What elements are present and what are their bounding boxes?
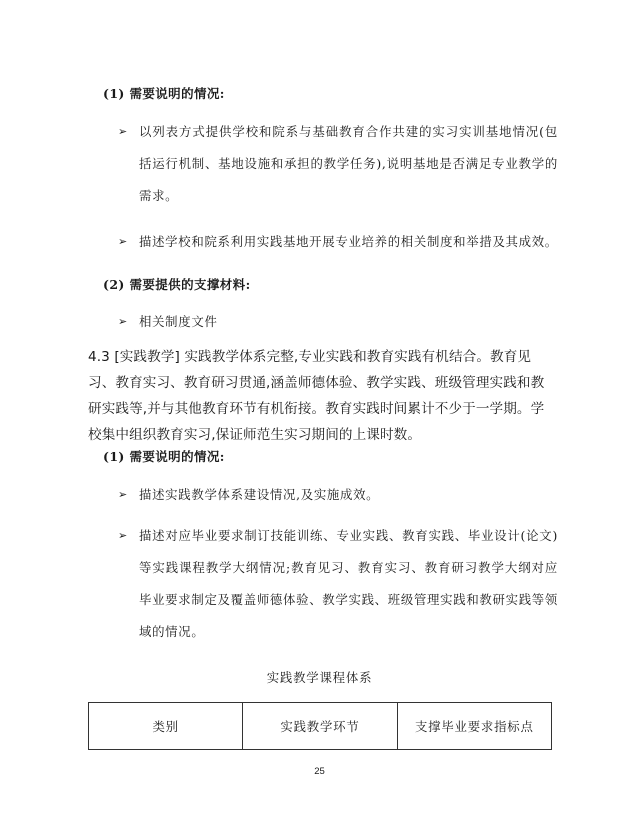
list-item-text: 相关制度文件 — [139, 314, 218, 329]
list-item-text: 描述学校和院系利用实践基地开展专业培养的相关制度和举措及其成效。 — [139, 234, 558, 249]
block2-heading: (2) 需要提供的支撑材料: — [103, 277, 251, 292]
block1-heading: (1) 需要说明的情况: — [103, 86, 225, 101]
column-header-indicator: 支撑毕业要求指标点 — [397, 703, 551, 750]
list-item-text: 以列表方式提供学校和院系与基础教育合作共建的实习实训基地情况(包括运行机制、基地设施和承担的教学任务),说明基地是否满足专业教学的需求。 — [139, 124, 558, 203]
block3-heading: (1) 需要说明的情况: — [103, 449, 225, 464]
list-item-text: 描述对应毕业要求制订技能训练、专业实践、教育实践、毕业设计(论文)等实践课程教学大纲情况;教育见习、教育实习、教育研习教学大纲对应毕业要求制定及覆盖师德体验、教学实践、班级管理实践和教研实践等领域的情况。 — [139, 528, 558, 639]
practice-course-table — [88, 702, 552, 750]
section-4-3-paragraph: 4.3 [实践教学] 实践教学体系完整,专业实践和教育实践有机结合。教育见习、教育实习、教育研习贯通,涵盖师德体验、教学实践、班级管理实践和教研实践等,并与其他教育环节有机衔接。教育实践时间累计不少于一学期。学校集中组织教育实习,保证师范生实习期间的上课时数。 — [88, 349, 545, 443]
arrowhead-bullet-icon: ➢ — [118, 125, 128, 138]
arrowhead-bullet-icon: ➢ — [118, 315, 128, 328]
list-item-text: 描述实践教学体系建设情况,及实施成效。 — [139, 487, 380, 502]
arrowhead-bullet-icon: ➢ — [118, 529, 128, 542]
column-header-practice-stage: 实践教学环节 — [243, 703, 397, 750]
list-item — [118, 226, 558, 258]
list-item — [118, 520, 558, 648]
list-item — [118, 116, 558, 212]
list-item — [118, 479, 558, 511]
list-item — [118, 306, 558, 338]
page-number: 25 — [314, 766, 325, 777]
table-caption: 实践教学课程体系 — [266, 670, 373, 685]
column-header-category: 类别 — [89, 703, 243, 750]
arrowhead-bullet-icon: ➢ — [118, 488, 128, 501]
table-header-row — [89, 703, 552, 750]
arrowhead-bullet-icon: ➢ — [118, 235, 128, 248]
